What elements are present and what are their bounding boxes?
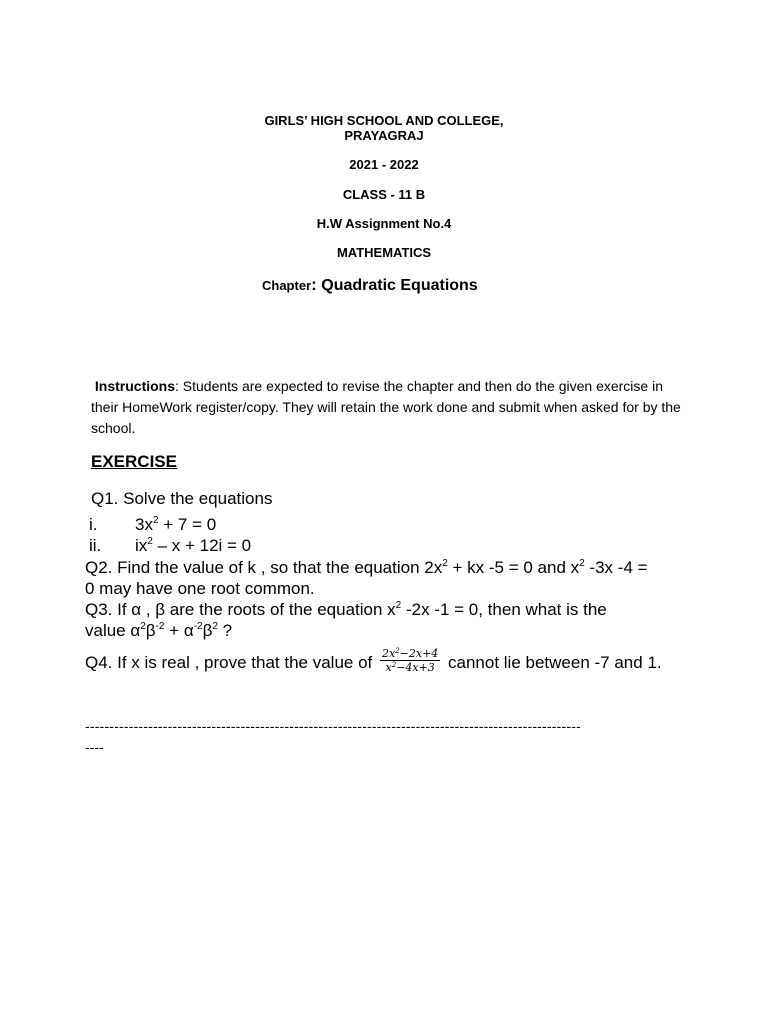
fraction-denominator: $x^2-4x+3$ — [385, 661, 435, 674]
class-label: CLASS - 11 B — [342, 187, 426, 202]
subject-title: MATHEMATICS — [336, 245, 432, 260]
q1-item-1-number: i. — [89, 515, 98, 534]
chapter-colon: : — [311, 275, 317, 294]
question-2-line-2: 0 may have one root common. — [85, 579, 315, 598]
chapter-heading — [262, 275, 478, 295]
question-4: Q4. If x is real , prove that the value of $\frac{2x^2-2x+4}{x^2-4x+3}$ cannot lie between -7 and 1. — [85, 647, 662, 674]
school-city: PRAYAGRAJ — [344, 128, 424, 143]
question-3-line-1: Q3. If α , β are the roots of the equation $x^2$ -2x -1 = 0, then what is the — [85, 600, 607, 619]
instructions-text: : Students are expected to revise the chapter and then do the given exercise in their HomeWork register/copy. They will retain the work done and submit when asked for by the school. — [91, 378, 681, 436]
question-2-line-1: Q2. Find the value of k , so that the equation $2x^2$ + kx -5 = 0 and $x^2$ -3x -4 = — [85, 558, 648, 577]
separator-dashes: ------------------------------------------------------------------------------------------------------ — [85, 718, 581, 734]
question-3-line-2: value $\alpha^2\beta^{-2} + \alpha^{-2}\beta^2$ ? — [85, 621, 233, 640]
school-name: GIRLS’ HIGH SCHOOL AND COLLEGE, — [264, 113, 504, 128]
chapter-label: Chapter — [262, 278, 312, 293]
assignment-title: H.W Assignment No.4 — [316, 216, 452, 231]
exercise-heading: EXERCISE — [91, 452, 177, 471]
instructions-paragraph — [91, 376, 681, 439]
separator-dashes-continued: ---- — [85, 739, 104, 755]
chapter-title: Quadratic Equations — [321, 277, 478, 294]
q1-item-2-number: ii. — [89, 536, 102, 555]
question-1: Q1. Solve the equations — [91, 489, 273, 508]
instructions-label: Instructions — [94, 378, 176, 394]
q1-item-1-equation: $3x^2 + 7 = 0$ — [135, 515, 217, 534]
fraction-numerator: $2x^2-2x+4$ — [381, 647, 439, 660]
q4-fraction — [380, 647, 440, 674]
session-year: 2021 - 2022 — [349, 157, 419, 172]
q1-item-2-equation: $ix^2 - x + 12i = 0$ — [135, 536, 252, 555]
